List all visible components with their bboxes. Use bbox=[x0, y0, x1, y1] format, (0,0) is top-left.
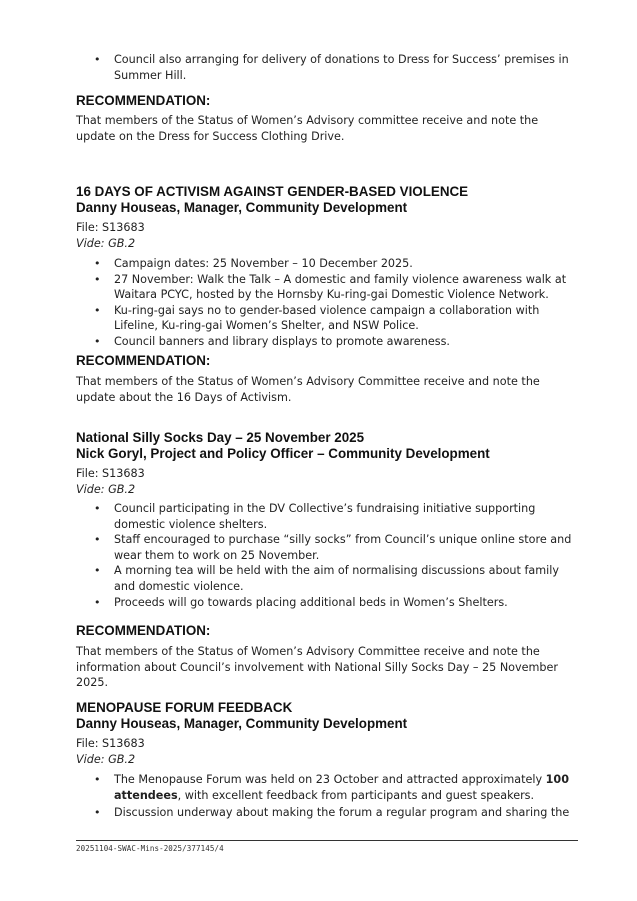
list-item bbox=[76, 595, 576, 611]
section-silly-socks-recommendation bbox=[76, 623, 576, 639]
bullet-text-post: , with excellent feedback from participants and guest speakers. bbox=[177, 788, 535, 802]
list-item bbox=[76, 532, 576, 563]
section-menopause-bullets bbox=[76, 772, 576, 821]
section-menopause-meta bbox=[76, 736, 576, 767]
bullet-list bbox=[76, 772, 576, 821]
bullet-text: Discussion underway about making the forum a regular program and sharing the bbox=[114, 806, 570, 820]
bullet-list bbox=[76, 501, 576, 610]
list-item bbox=[76, 334, 576, 350]
recommendation-heading: RECOMMENDATION: bbox=[76, 353, 211, 368]
bullet-icon: • bbox=[94, 773, 101, 786]
bullet-icon: • bbox=[94, 806, 101, 820]
section-author: Nick Goryl, Project and Policy Officer – Community Development bbox=[76, 446, 490, 461]
section-author: Danny Houseas, Manager, Community Development bbox=[76, 200, 408, 215]
intro-recommendation-text: That members of the Status of Women’s Advisory committee receive and note the update on the Dress for Success Clothing Drive. bbox=[76, 114, 539, 143]
vide-reference: Vide: GB.2 bbox=[76, 752, 136, 766]
section-title: MENOPAUSE FORUM FEEDBACK bbox=[76, 700, 293, 715]
bullet-list bbox=[76, 256, 576, 350]
section-title: National Silly Socks Day – 25 November 2025 bbox=[76, 430, 365, 445]
bullet-icon: • bbox=[94, 564, 101, 578]
section-silly-socks-meta bbox=[76, 466, 576, 497]
bullet-text-pre: The Menopause Forum was held on 23 October and attracted approximately bbox=[114, 773, 546, 786]
list-item bbox=[76, 501, 576, 532]
intro-recommendation bbox=[76, 93, 576, 109]
list-item bbox=[76, 52, 576, 83]
section-16-days-recommendation bbox=[76, 353, 576, 369]
bullet-icon: • bbox=[94, 257, 101, 270]
bullet-icon: • bbox=[94, 334, 101, 348]
footer-document-reference: 20251104-SWAC-Mins-2025/377145/4 bbox=[76, 844, 224, 853]
bullet-text: A morning tea will be held with the aim of normalising discussions about family and domestic violence. bbox=[114, 564, 559, 593]
list-item bbox=[76, 563, 576, 594]
bullet-icon: • bbox=[94, 595, 101, 609]
list-item bbox=[76, 256, 576, 272]
bullet-text: Council participating in the DV Collective’s fundraising initiative supporting domestic violence shelters. bbox=[114, 502, 536, 531]
recommendation-text: That members of the Status of Women’s Advisory Committee receive and note the update about the 16 Days of Activism. bbox=[76, 375, 540, 404]
bullet-icon: • bbox=[94, 303, 101, 317]
section-author: Danny Houseas, Manager, Community Development bbox=[76, 716, 408, 731]
bullet-icon: • bbox=[94, 53, 101, 66]
list-item bbox=[76, 272, 576, 303]
list-item bbox=[76, 303, 576, 334]
intro-bullet-list bbox=[76, 52, 576, 83]
section-silly-socks bbox=[76, 430, 576, 462]
vide-reference: Vide: GB.2 bbox=[76, 236, 136, 250]
intro-bullets-block bbox=[76, 52, 576, 83]
file-reference: File: S13683 bbox=[76, 737, 145, 750]
bullet-text: Campaign dates: 25 November – 10 December 2025. bbox=[114, 257, 413, 270]
recommendation-heading: RECOMMENDATION: bbox=[76, 93, 211, 108]
section-silly-socks-bullets bbox=[76, 501, 576, 610]
bullet-icon: • bbox=[94, 272, 101, 286]
file-reference: File: S13683 bbox=[76, 221, 145, 234]
recommendation-text: That members of the Status of Women’s Advisory Committee receive and note the information about Council’s involvement with National Silly Socks Day – 25 November 2025. bbox=[76, 645, 559, 690]
file-reference: File: S13683 bbox=[76, 467, 145, 480]
recommendation-heading: RECOMMENDATION: bbox=[76, 623, 211, 638]
bullet-icon: • bbox=[94, 533, 101, 547]
bullet-text: Council banners and library displays to promote awareness. bbox=[114, 334, 450, 348]
footer-divider bbox=[76, 840, 578, 841]
bullet-text: Staff encouraged to purchase “silly socks” from Council’s unique online store and wear them to work on 25 November. bbox=[114, 533, 572, 562]
bullet-text: 27 November: Walk the Talk – A domestic and family violence awareness walk at Waitara PCYC, hosted by the Hornsby Ku-ring-gai Domestic Violence Network. bbox=[114, 272, 567, 302]
attendee-count: 100 attendees bbox=[114, 773, 569, 802]
bullet-text: Council also arranging for delivery of donations to Dress for Success’ premises in Summer Hill. bbox=[114, 53, 569, 82]
section-16-days-bullets bbox=[76, 256, 576, 350]
bullet-icon: • bbox=[94, 502, 101, 515]
bullet-text: Proceeds will go towards placing additional beds in Women’s Shelters. bbox=[114, 595, 508, 609]
list-item bbox=[76, 805, 576, 821]
section-16-days-meta bbox=[76, 220, 576, 251]
section-16-days bbox=[76, 184, 576, 216]
bullet-text: Ku-ring-gai says no to gender-based violence campaign a collaboration with Lifeline, Ku-ring-gai Women’s Shelter, and NSW Police. bbox=[114, 303, 540, 333]
list-item bbox=[76, 772, 576, 803]
section-menopause-forum bbox=[76, 700, 576, 732]
section-title: 16 DAYS OF ACTIVISM AGAINST GENDER-BASED VIOLENCE bbox=[76, 184, 469, 199]
vide-reference: Vide: GB.2 bbox=[76, 482, 136, 496]
